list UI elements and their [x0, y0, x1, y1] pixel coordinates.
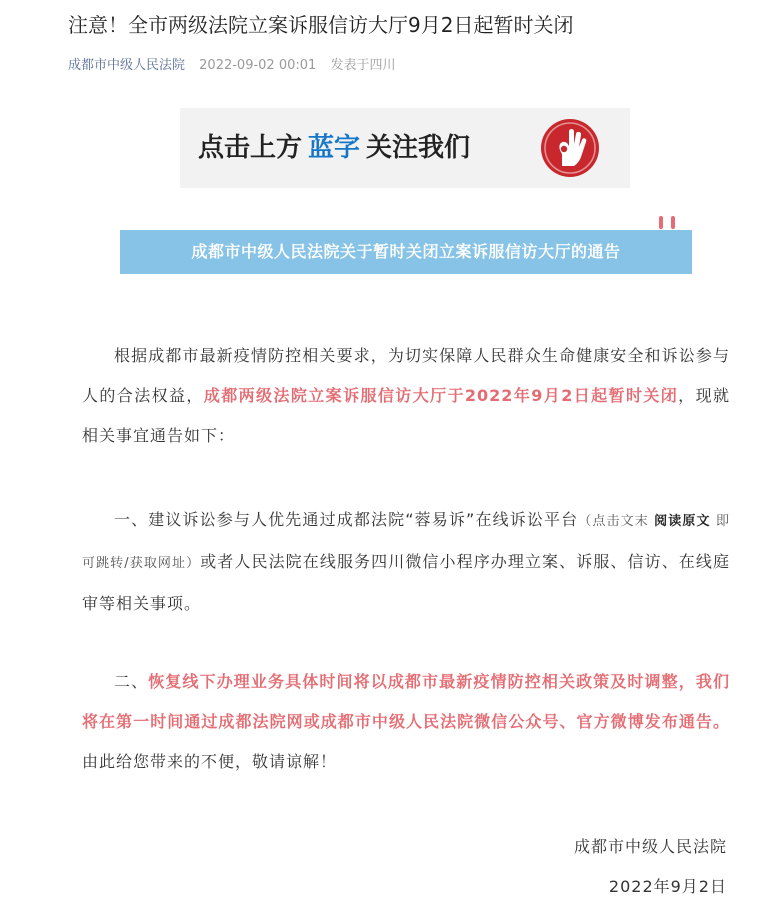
- signature-date: 2022年9月2日: [608, 877, 727, 896]
- quote-mark-icon: [657, 216, 679, 230]
- signature-org: 成都市中级人民法院: [573, 837, 727, 856]
- follow-prompt: [198, 130, 470, 166]
- paragraph-item-2: [82, 662, 730, 782]
- item1-note-start: （点击文末: [578, 514, 649, 529]
- follow-text-highlight: 蓝字: [308, 133, 361, 163]
- author-link[interactable]: 成都市中级人民法院: [68, 58, 186, 73]
- intro-text-end: ，现就相关事宜通告如下：: [82, 386, 730, 445]
- article-title: 注意！全市两级法院立案诉服信访大厅9月2日起暂时关闭: [68, 13, 574, 37]
- item1-text-end: 或者人民法院在线服务四川微信小程序办理立案、诉服、信访、在线庭审等相关事项。: [82, 552, 730, 613]
- paragraph-intro: [82, 336, 730, 456]
- item1-note-end: 即可跳转/获取网址）: [82, 514, 730, 571]
- article-meta: [68, 54, 395, 73]
- notice-banner: [120, 230, 692, 274]
- item2-number: 二、: [114, 672, 149, 691]
- intro-highlight: 成都两级法院立案诉服信访大厅于2022年9月2日起暂时关闭: [203, 386, 679, 405]
- follow-text-before: 点击上方: [198, 133, 303, 163]
- notice-title: 成都市中级人民法院关于暂时关闭立案诉服信访大厅的通告: [191, 242, 621, 261]
- follow-text-after: 关注我们: [366, 133, 471, 163]
- ok-hand-icon: [540, 118, 600, 178]
- item1-text: 一、建议诉讼参与人优先通过成都法院“蓉易诉”在线诉讼平台: [114, 510, 579, 529]
- item2-highlight: 恢复线下办理业务具体时间将以成都市最新疫情防控相关政策及时调整，我们将在第一时间通过成都法院网或成都市中级人民法院微信公众号、官方微博发布通告。: [82, 672, 730, 731]
- publish-location: 发表于四川: [330, 58, 396, 73]
- follow-banner: [180, 108, 630, 188]
- paragraph-item-1: [82, 500, 730, 624]
- item2-text-end: 由此给您带来的不便，敬请谅解！: [82, 752, 338, 771]
- publish-time: 2022-09-02 00:01: [199, 58, 317, 73]
- read-original-link[interactable]: 阅读原文: [654, 514, 711, 529]
- intro-text: 根据成都市最新疫情防控相关要求，为切实保障人民群众生命健康安全和诉讼参与人的合法权益，: [82, 346, 730, 405]
